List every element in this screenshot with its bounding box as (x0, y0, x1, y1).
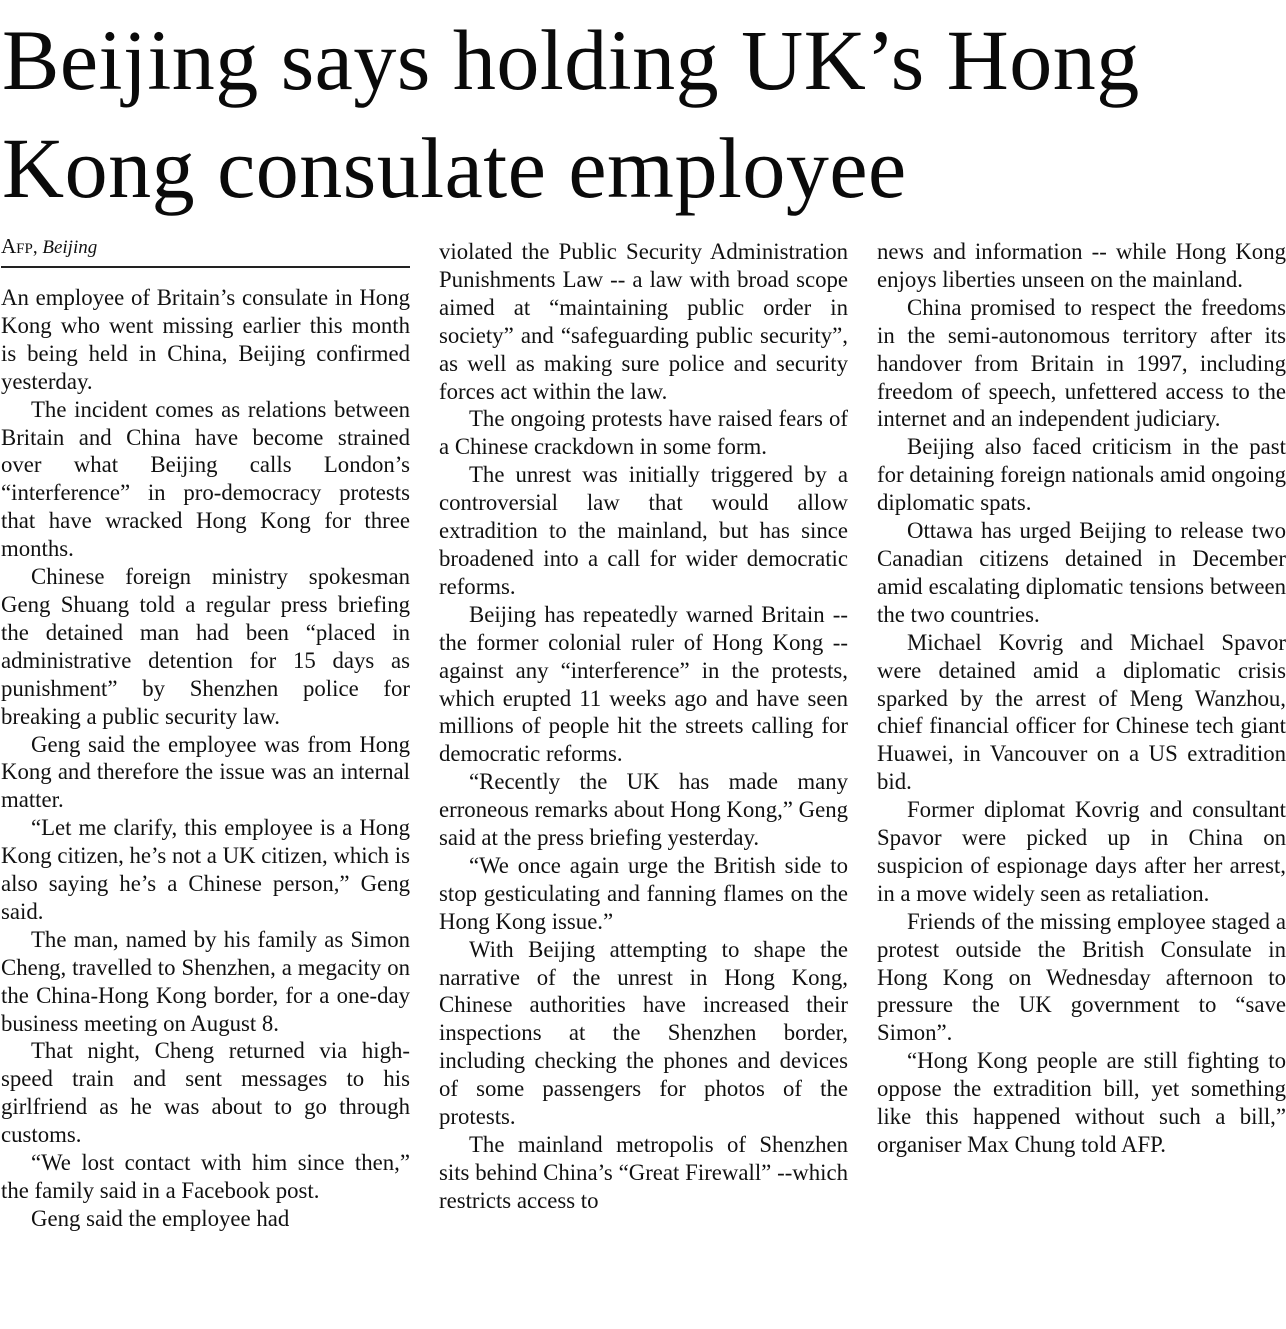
paragraph: Ottawa has urged Beijing to release two Canadian citizens detained in December amid escalating diplomatic tensions between the two countries. (877, 518, 1286, 627)
paragraph: Friends of the missing employee staged a protest outside the British Consulate in Hong Kong on Wednesday afternoon to pressure the UK government to “save Simon”. (877, 908, 1286, 1046)
paragraph: The unrest was initially triggered by a controversial law that would allow extradition to the mainland, but has since broadened into a call for wider democratic reforms. (439, 462, 848, 599)
column-3 (877, 238, 1286, 1159)
byline-location: Beijing (42, 237, 98, 258)
paragraph: With Beijing attempting to shape the narrative of the unrest in Hong Kong, Chinese authorities have increased their inspections at the Shenzhen border, including checking the phones and devices of some passengers for photos of the protests. (439, 936, 848, 1130)
byline-agency: Afp (1, 234, 33, 258)
paragraph: Geng said the employee had (31, 1205, 290, 1231)
paragraph: Beijing has repeatedly warned Britain -- the former colonial ruler of Hong Kong -- against any “interference” in the protests, which erupted 11 weeks ago and have seen millions of people hit the streets calling for democratic reforms. (439, 601, 848, 767)
paragraph: “Hong Kong people are still fighting to oppose the extradition bill, yet something like this happened without such a bill,” organiser Max Chung told AFP. (877, 1048, 1286, 1157)
article-headline: Beijing says holding UK’s Hong Kong consulate employee (2, 12, 1140, 216)
paragraph: “We lost contact with him since then,” the family said in a Facebook post. (1, 1150, 410, 1203)
paragraph: The incident comes as relations between Britain and China have become strained over what Beijing calls London’s “interference” in pro-democracy protests that have wracked Hong Kong for three months. (1, 396, 410, 562)
paragraph: Geng said the employee was from Hong Kong and therefore the issue was an internal matter. (1, 731, 410, 813)
paragraph: “We once again urge the British side to stop gesticulating and fanning flames on the Hong Kong issue.” (439, 852, 848, 934)
column-2 (439, 238, 848, 1215)
paragraph: The man, named by his family as Simon Cheng, travelled to Shenzhen, a megacity on the China-Hong Kong border, for a one-day business meeting on August 8. (1, 926, 410, 1036)
byline (1, 234, 410, 268)
article-body (0, 234, 1286, 1329)
paragraph: “Let me clarify, this employee is a Hong Kong citizen, he’s not a UK citizen, which is also saying he’s a Chinese person,” Geng said. (1, 815, 410, 924)
paragraph: Chinese foreign ministry spokesman Geng Shuang told a regular press briefing the detained man had been “placed in administrative detention for 15 days as punishment” by Shenzhen police for breaking a public security law. (1, 564, 410, 729)
paragraph: The mainland metropolis of Shenzhen sits behind China’s “Great Firewall” --which restricts access to (439, 1132, 848, 1213)
paragraph: Michael Kovrig and Michael Spavor were detained amid a diplomatic crisis sparked by the arrest of Meng Wanzhou, chief financial officer for Chinese tech giant Huawei, in Vancouver on a US extradition bid. (877, 629, 1286, 795)
byline-separator: , (32, 237, 43, 258)
paragraph: That night, Cheng returned via high-speed train and sent messages to his girlfriend as he was about to go through customs. (1, 1038, 410, 1148)
paragraph: The ongoing protests have raised fears of a Chinese crackdown in some form. (439, 406, 848, 460)
paragraph: violated the Public Security Administration Punishments Law -- a law with broad scope aimed at “maintaining public order in society” and “safeguarding public security”, as well as making sure police and security forces act within the law. (439, 239, 848, 404)
column-1 (1, 234, 410, 1233)
paragraph: An employee of Britain’s consulate in Hong Kong who went missing earlier this month is being held in China, Beijing confirmed yesterday. (1, 285, 410, 394)
paragraph: “Recently the UK has made many erroneous remarks about Hong Kong,” Geng said at the press briefing yesterday. (439, 769, 848, 851)
paragraph: China promised to respect the freedoms in the semi-autonomous territory after its handover from Britain in 1997, including freedom of speech, unfettered access to the internet and an independent judiciary. (877, 294, 1286, 432)
paragraph: Beijing also faced criticism in the past for detaining foreign nationals amid ongoing diplomatic spats. (877, 434, 1286, 516)
paragraph: news and information -- while Hong Kong enjoys liberties unseen on the mainland. (877, 239, 1286, 292)
paragraph: Former diplomat Kovrig and consultant Spavor were picked up in China on suspicion of espionage days after her arrest, in a move widely seen as retaliation. (877, 797, 1286, 906)
